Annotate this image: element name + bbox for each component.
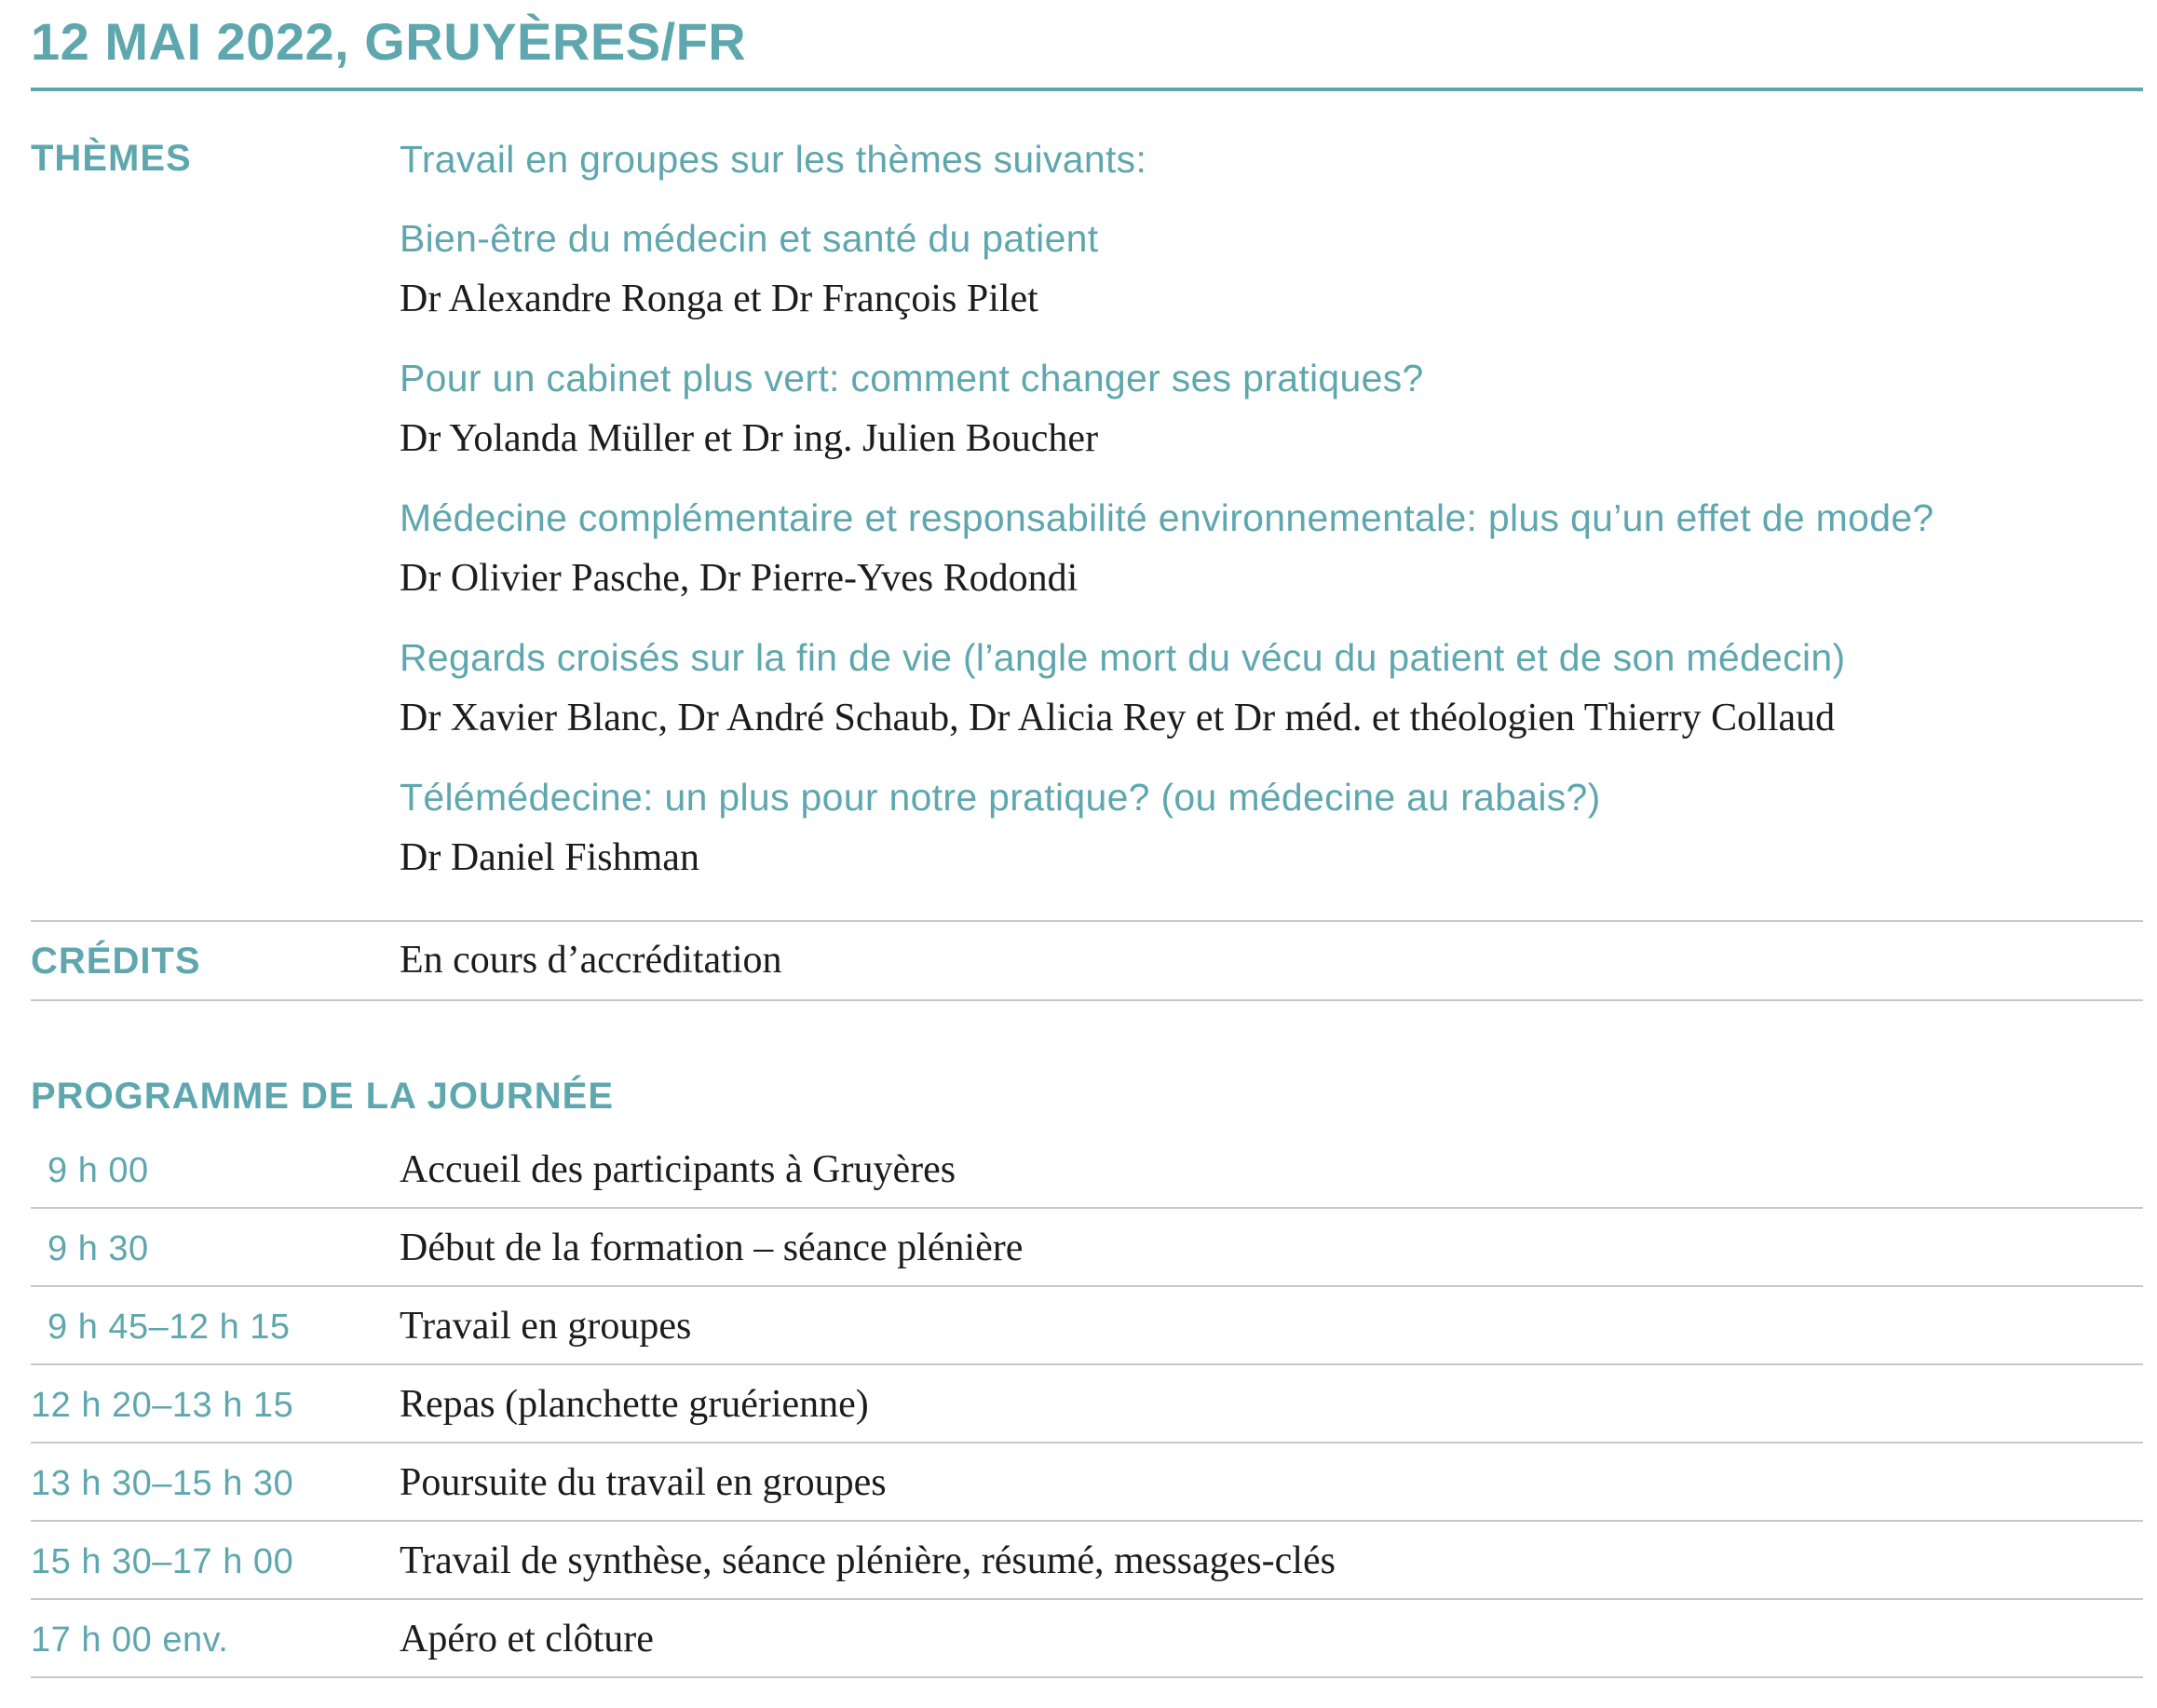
programme-event: Travail en groupes	[400, 1305, 692, 1348]
programme-time: 17 h 00 env.	[31, 1620, 229, 1660]
row-divider	[31, 1207, 2143, 1209]
row-divider	[31, 1285, 2143, 1287]
theme-speakers: Dr Alexandre Ronga et Dr François Pilet	[400, 278, 1038, 320]
programme-heading: PROGRAMME DE LA JOURNÉE	[31, 1076, 615, 1117]
theme-speakers: Dr Daniel Fishman	[400, 836, 699, 879]
programme-event: Apéro et clôture	[400, 1618, 654, 1661]
section-divider	[31, 920, 2143, 922]
programme-event: Accueil des participants à Gruyères	[400, 1148, 956, 1191]
credits-value: En cours d’accréditation	[400, 939, 782, 982]
row-divider	[31, 1520, 2143, 1522]
page-title: 12 MAI 2022, GRUYÈRES/FR	[31, 12, 747, 71]
section-divider	[31, 999, 2143, 1001]
programme-time: 13 h 30–15 h 30	[31, 1464, 294, 1503]
header-divider	[31, 88, 2143, 91]
theme-title: Médecine complémentaire et responsabilité environnementale: plus qu’un effet de mode?	[400, 496, 1934, 539]
programme-time: 9 h 45–12 h 15	[47, 1308, 291, 1347]
programme-event: Poursuite du travail en groupes	[400, 1461, 887, 1504]
programme-event: Début de la formation – séance plénière	[400, 1227, 1024, 1269]
row-divider	[31, 1598, 2143, 1600]
theme-speakers: Dr Olivier Pasche, Dr Pierre-Yves Rodondi	[400, 557, 1078, 600]
programme-time: 9 h 30	[47, 1229, 149, 1268]
theme-speakers: Dr Yolanda Müller et Dr ing. Julien Boucher	[400, 417, 1099, 460]
programme-time: 15 h 30–17 h 00	[31, 1542, 294, 1581]
credits-label: CRÉDITS	[31, 941, 201, 982]
row-divider	[31, 1363, 2143, 1365]
themes-intro: Travail en groupes sur les thèmes suivants:	[400, 138, 1147, 181]
theme-speakers: Dr Xavier Blanc, Dr André Schaub, Dr Alicia Rey et Dr méd. et théologien Thierry Collaud	[400, 697, 1836, 739]
programme-time: 12 h 20–13 h 15	[31, 1386, 294, 1425]
theme-title: Bien-être du médecin et santé du patient	[400, 217, 1099, 260]
theme-title: Regards croisés sur la fin de vie (l’angle mort du vécu du patient et de son médecin)	[400, 636, 1846, 679]
row-divider	[31, 1676, 2143, 1678]
themes-label: THÈMES	[31, 138, 192, 179]
programme-event: Travail de synthèse, séance plénière, résumé, messages-clés	[400, 1539, 1336, 1582]
programme-time: 9 h 00	[47, 1151, 149, 1190]
programme-event: Repas (planchette gruérienne)	[400, 1383, 869, 1426]
theme-title: Télémédecine: un plus pour notre pratique? (ou médecine au rabais?)	[400, 776, 1601, 819]
row-divider	[31, 1442, 2143, 1444]
theme-title: Pour un cabinet plus vert: comment changer ses pratiques?	[400, 357, 1424, 400]
